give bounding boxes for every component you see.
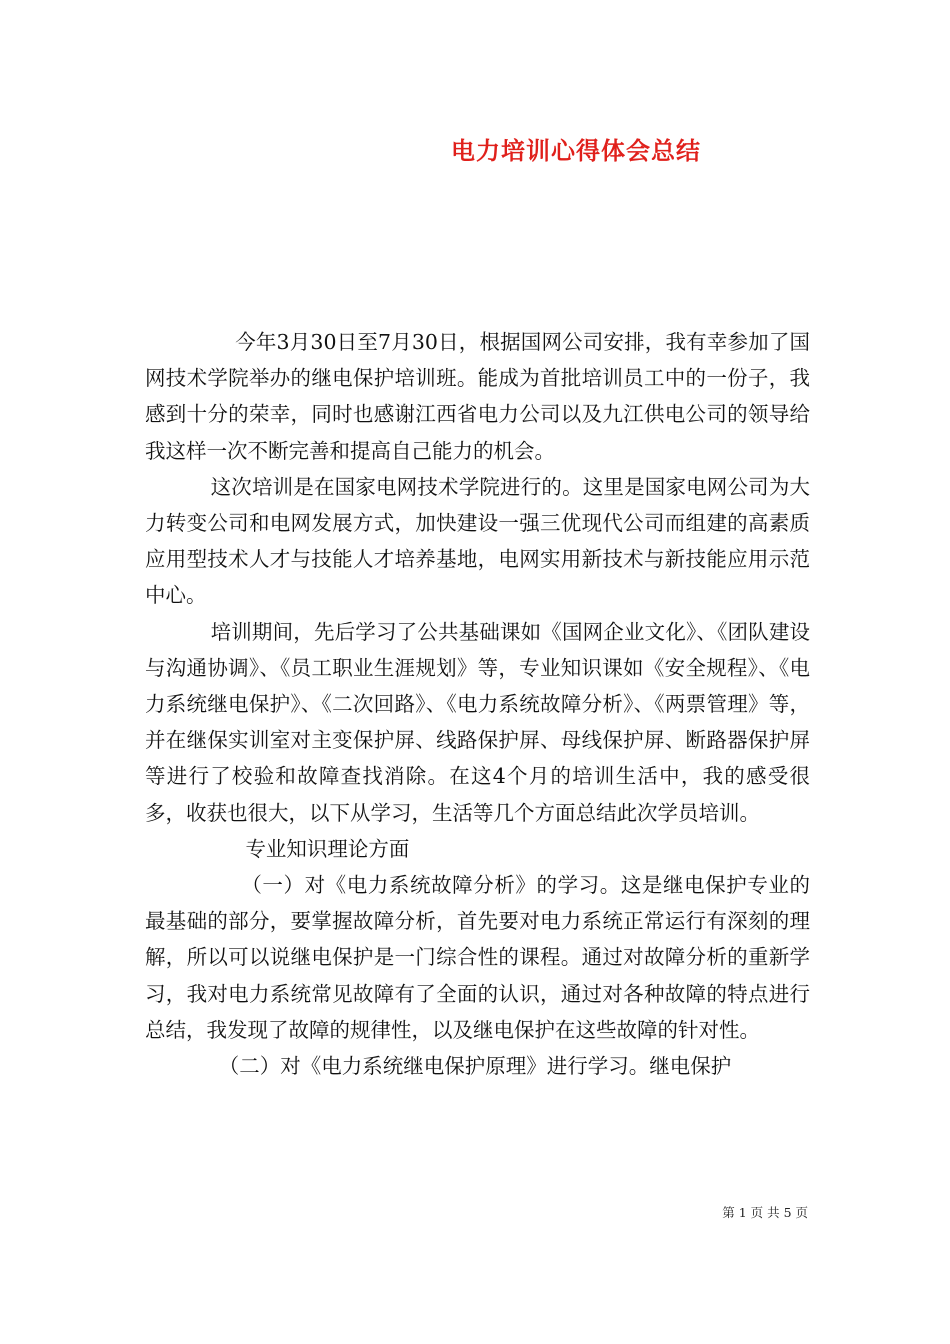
document-body <box>145 324 810 1084</box>
paragraph-training-courses: 培训期间，先后学习了公共基础课如《国网企业文化》、《团队建设与沟通协调》、《员工职业生涯规划》等，专业知识课如《安全规程》、《电力系统继电保护》、《二次回路》、《电力系统故障分析》、《两票管理》等，并在继保实训室对主变保护屏、线路保护屏、母线保护屏、断路器保护屏等进行了校验和故障查找消除。在这4个月的培训生活中，我的感受很多，收获也很大，以下从学习，生活等几个方面总结此次学员培训。 <box>145 619 810 825</box>
page-number-footer: 第 1 页 共 5 页 <box>722 1205 808 1220</box>
paragraph-training-location: 这次培训是在国家电网技术学院进行的。这里是国家电网公司为大力转变公司和电网发展方式，加快建设一强三优现代公司而组建的高素质应用型技术人才与技能人才培养基地，电网实用新技术与新技能应用示范中心。 <box>145 474 810 608</box>
section-heading-theory: 专业知识理论方面 <box>245 836 410 861</box>
page-title: 电力培训心得体会总结 <box>451 136 701 165</box>
paragraph-relay-protection: （二）对《电力系统继电保护原理》进行学习。继电保护 <box>218 1054 732 1079</box>
paragraph-intro: 今年3月30日至7月30日，根据国网公司安排，我有幸参加了国网技术学院举办的继电保护培训班。能成为首批培训员工中的一份子，我感到十分的荣幸，同时也感谢江西省电力公司以及九江供电公司的领导给我这样一次不断完善和提高自己能力的机会。 <box>145 330 810 463</box>
paragraph-fault-analysis: （一）对《电力系统故障分析》的学习。这是继电保护专业的最基础的部分，要掌握故障分析，首先要对电力系统正常运行有深刻的理解，所以可以说继电保护是一门综合性的课程。通过对故障分析的重新学习，我对电力系统常见故障有了全面的认识，通过对各种故障的特点进行总结，我发现了故障的规律性，以及继电保护在这些故障的针对性。 <box>145 873 810 1042</box>
